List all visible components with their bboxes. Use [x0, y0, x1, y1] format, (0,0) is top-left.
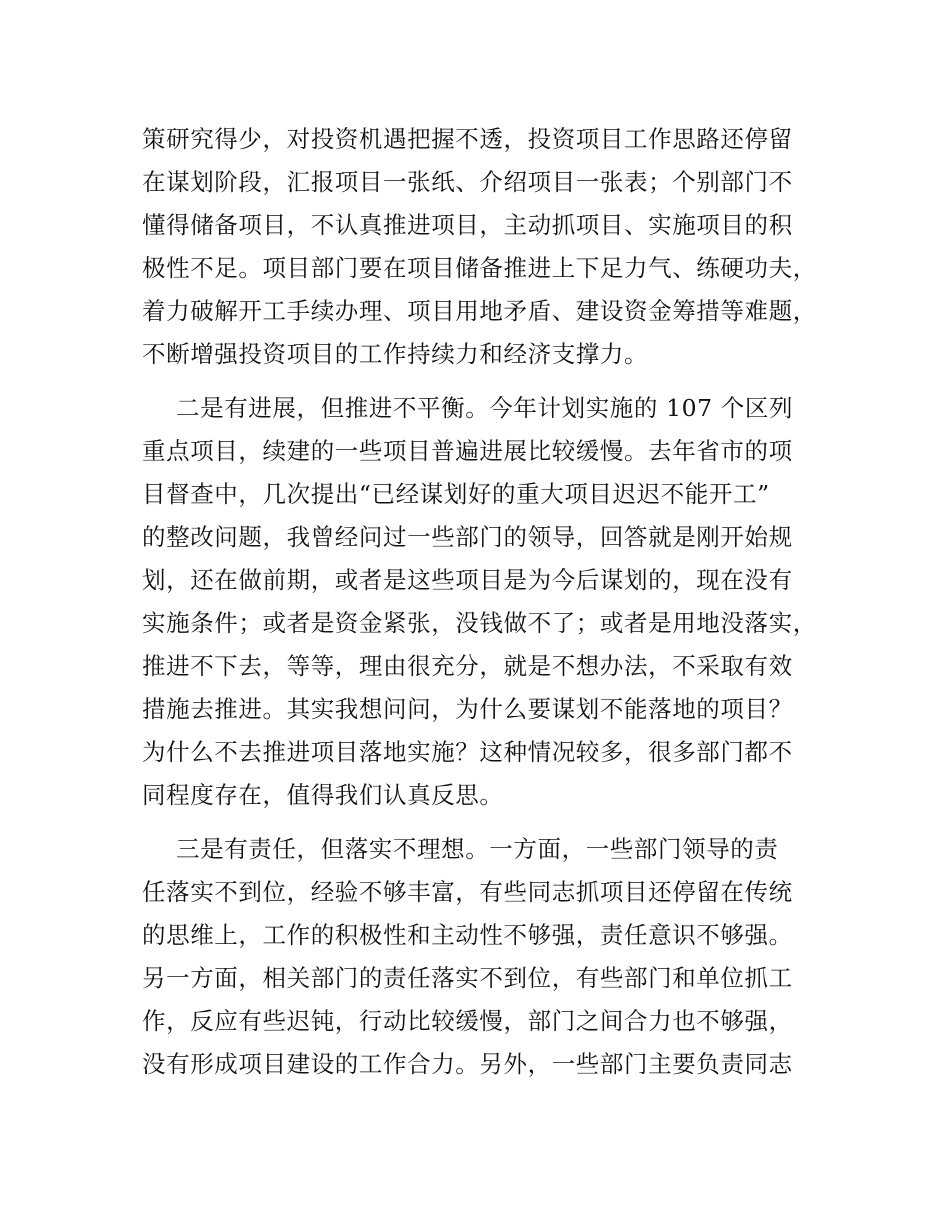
paragraph-3-line-6: 没有形成项目建设的工作合力。另外，一些部门主要负责同志 — [142, 1050, 793, 1078]
paragraph-2-line-2: 重点项目，续建的一些项目普遍进展比较缓慢。去年省市的项 — [142, 437, 793, 465]
paragraph-3-line-3: 的思维上，工作的积极性和主动性不够强，责任意识不够强。 — [142, 921, 793, 949]
paragraph-1-line-2: 在谋划阶段，汇报项目一张纸、介绍项目一张表；个别部门不 — [142, 168, 793, 196]
paragraph-2-line-9: 为什么不去推进项目落地实施？这种情况较多，很多部门都不 — [142, 738, 793, 766]
paragraph-2-line-4: 的整改问题，我曾经问过一些部门的领导，回答就是刚开始规 — [142, 523, 793, 551]
paragraph-1-line-4: 极性不足。项目部门要在项目储备推进上下足力气、练硬功夫， — [142, 254, 817, 282]
paragraph-2-line-5: 划，还在做前期，或者是这些项目是为今后谋划的，现在没有 — [142, 566, 793, 594]
paragraph-3-line-2: 任落实不到位，经验不够丰富，有些同志抓项目还停留在传统 — [142, 878, 793, 906]
paragraph-2-line-3: 目督查中，几次提出“已经谋划好的重大项目迟迟不能开工” — [142, 480, 770, 508]
paragraph-2-line-10: 同程度存在，值得我们认真反思。 — [142, 781, 504, 809]
paragraph-1-line-6: 不断增强投资项目的工作持续力和经济支撑力。 — [142, 340, 649, 368]
paragraph-3-line-5: 作，反应有些迟钝，行动比较缓慢，部门之间合力也不够强， — [142, 1007, 793, 1035]
paragraph-3-line-1: 三是有责任，但落实不理想。一方面，一些部门领导的责 — [176, 835, 779, 863]
paragraph-2-line-8: 措施去推进。其实我想问问，为什么要谋划不能落地的项目？ — [142, 695, 793, 723]
paragraph-2-line-1: 二是有进展，但推进不平衡。今年计划实施的 107 个区列 — [176, 394, 794, 422]
paragraph-2-line-6: 实施条件；或者是资金紧张，没钱做不了；或者是用地没落实， — [142, 609, 817, 637]
paragraph-3-line-4: 另一方面，相关部门的责任落实不到位，有些部门和单位抓工 — [142, 964, 793, 992]
paragraph-1-line-5: 着力破解开工手续办理、项目用地矛盾、建设资金筹措等难题， — [142, 297, 817, 325]
paragraph-1-line-1: 策研究得少，对投资机遇把握不透，投资项目工作思路还停留 — [142, 125, 793, 153]
paragraph-2-line-7: 推进不下去，等等，理由很充分，就是不想办法，不采取有效 — [142, 652, 793, 680]
paragraph-1-line-3: 懂得储备项目，不认真推进项目，主动抓项目、实施项目的积 — [142, 211, 793, 239]
